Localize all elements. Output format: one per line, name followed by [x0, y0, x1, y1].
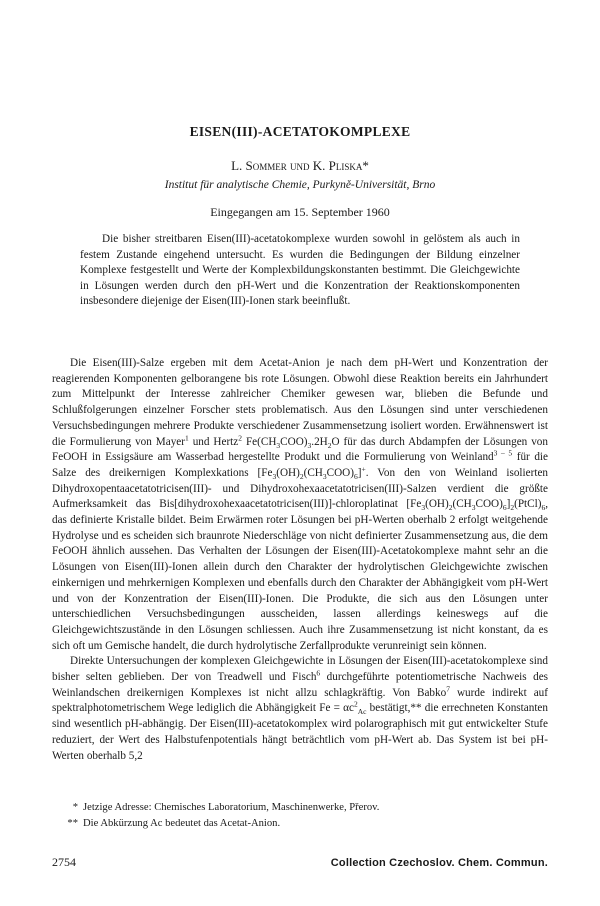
- article-body: [52, 356, 548, 764]
- abstract: [80, 232, 520, 310]
- footnote: [52, 816, 548, 832]
- journal-name: Collection Czechoslov. Chem. Commun.: [330, 857, 548, 869]
- received-date: Eingegangen am 15. September 1960: [210, 205, 390, 219]
- body-paragraph-2: Direkte Untersuchungen der komplexen Gleichgewichte in Lösungen der Eisen(III)-acetatokomplexe sind bisher selten geblieben. Der von Treadwell und Fisch$^6$ durchgeführte potentiometrische Nachweis des Weinlandschen dreikernigen Komplexes ist nicht allzu schlagkräftig. Von Babko$^7$ wurde indirekt auf spektralphotometrischem Wege lediglich die Abhängigkeit $Fe = \alpha c^2_{Ac}$ bestätigt,** die errechneten Konstanten sind wesentlich pH-abhängig. Der Eisen(III)-acetatokomplex wird polarographisch mit gut entwickelter Stufe reduziert, der Wert des Halbstufenpotentials hängt beträchtlich vom pH-Wert ab. Das System ist bei pH-Werten oberhalb 5,2: [52, 655, 549, 762]
- reference-marker: 2: [238, 432, 243, 442]
- page-number: 2754: [52, 855, 76, 869]
- footnote-text: Jetzige Adresse: Chemisches Laboratorium, Maschinenwerke, Přerov.: [83, 802, 380, 813]
- footnote-mark: **: [67, 818, 78, 829]
- footnote-text: Die Abkürzung Ac bedeutet das Acetat-Anion.: [83, 818, 281, 829]
- reference-marker: 3 – 5: [493, 448, 513, 458]
- reference-marker: 6: [316, 668, 321, 678]
- author-institute: Institut für analytische Chemie, Purkyně-Universität, Brno: [164, 179, 436, 191]
- footnote-mark: *: [72, 802, 78, 813]
- article-authors: L. Sommer und K. Pliska*: [231, 158, 369, 173]
- body-paragraph-1: Die Eisen(III)-Salze ergeben mit dem Acetat-Anion je nach dem pH-Wert und Konzentration der reagierenden Komponenten gelborangene bis rote Lösungen. Obwohl diese Reaktion bereits ein Jahrhundert zum Mittelpunkt der Interesse zahlreicher Chemiker gewesen war, blieben die Befunde und Schlußfolgerungen einzelner Forscher stets problematisch. Aus den Lösungen sind unter verschiedenen Versuchsbedingungen mehrere Produkte verschiedener Zusammensetzung isoliert worden. Erwähnenswert ist die Formulierung von Mayer$^1$ und Hertz$^2$ $Fe(CH_3COO)_3.2H_2O$ für das durch Abdampfen der Lösungen von FeOOH in Essigsäure am Wasserbad hergestellte Produkt und die Formulierung von Weinland$^{3 - 5}$ für die Salze des dreikernigen Komplexkations $[Fe_3(OH)_2(CH_3COO)_6]^+$. Von den von Weinland isolierten Dihydroxopentaacetatotricisen(III)- und Dihydroxohexaacetatotricisen(III)-Salzen verdient die größte Aufmerksamkeit das Bis[dihydroxohexaacetatotricisen(III)]-chloroplatinat $[Fe_3(OH)_2(CH_3COO)_6]_2(PtCl)_6$, das definierte Kristalle bildet. Beim Erwärmen roter Lösungen bei pH-Werten oberhalb 2 erfolgt weitgehende Hydrolyse und es scheiden sich braunrote Niederschläge von nicht definierter Zusammensetzung aus, die dem FeOOH ähnlich aussehen. Das Verhalten der Lösungen der Eisen(III)-Acetatokomplexe mahnt sehr an die Lösungen von Eisen(III)-Ionen allein durch den Charakter der hydrolytischen Gleichgewichte zwischen einkernigen und mehrkernigen Komplexen und ebenfalls durch den Charakter der Abhängigkeit vom pH-Wert und von der Konzentration der Eisen(III)-Ionen. Die Produkte, die sich aus den Lösungen unter unterschiedlichen Versuchsbedingungen ausscheiden, lassen allerdings keineswegs auf die Gleichgewichtszustände in den Lösungen schliessen. Auch ihre Zusammensetzung ist nicht konstant, da es sich oft um Gemische handelt, die durch hydrolytische Zerfallprodukte verunreinigt sein können.: [52, 357, 549, 652]
- footnotes: [52, 800, 548, 832]
- reference-marker: 1: [185, 432, 189, 442]
- reference-marker: 7: [446, 684, 450, 694]
- footnote: [52, 800, 548, 816]
- article-title: EISEN(III)-ACETATOKOMPLEXE: [189, 124, 411, 139]
- abstract-text: Die bisher streitbaren Eisen(III)-acetatokomplexe wurden sowohl in gelöstem als auch in festem Zustande eingehend untersucht. Es wurden die Bedingungen der Bildung einzelner Komplexe festgestellt und Werte der Komplexbildungskonstanten bestimmt. Die Gleichgewichte in Lösungen werden durch den pH-Wert und die Konzentration der Reaktionskomponenten insbesondere diejenige der Eisen(III)-Ionen stark beeinflußt.: [80, 233, 520, 307]
